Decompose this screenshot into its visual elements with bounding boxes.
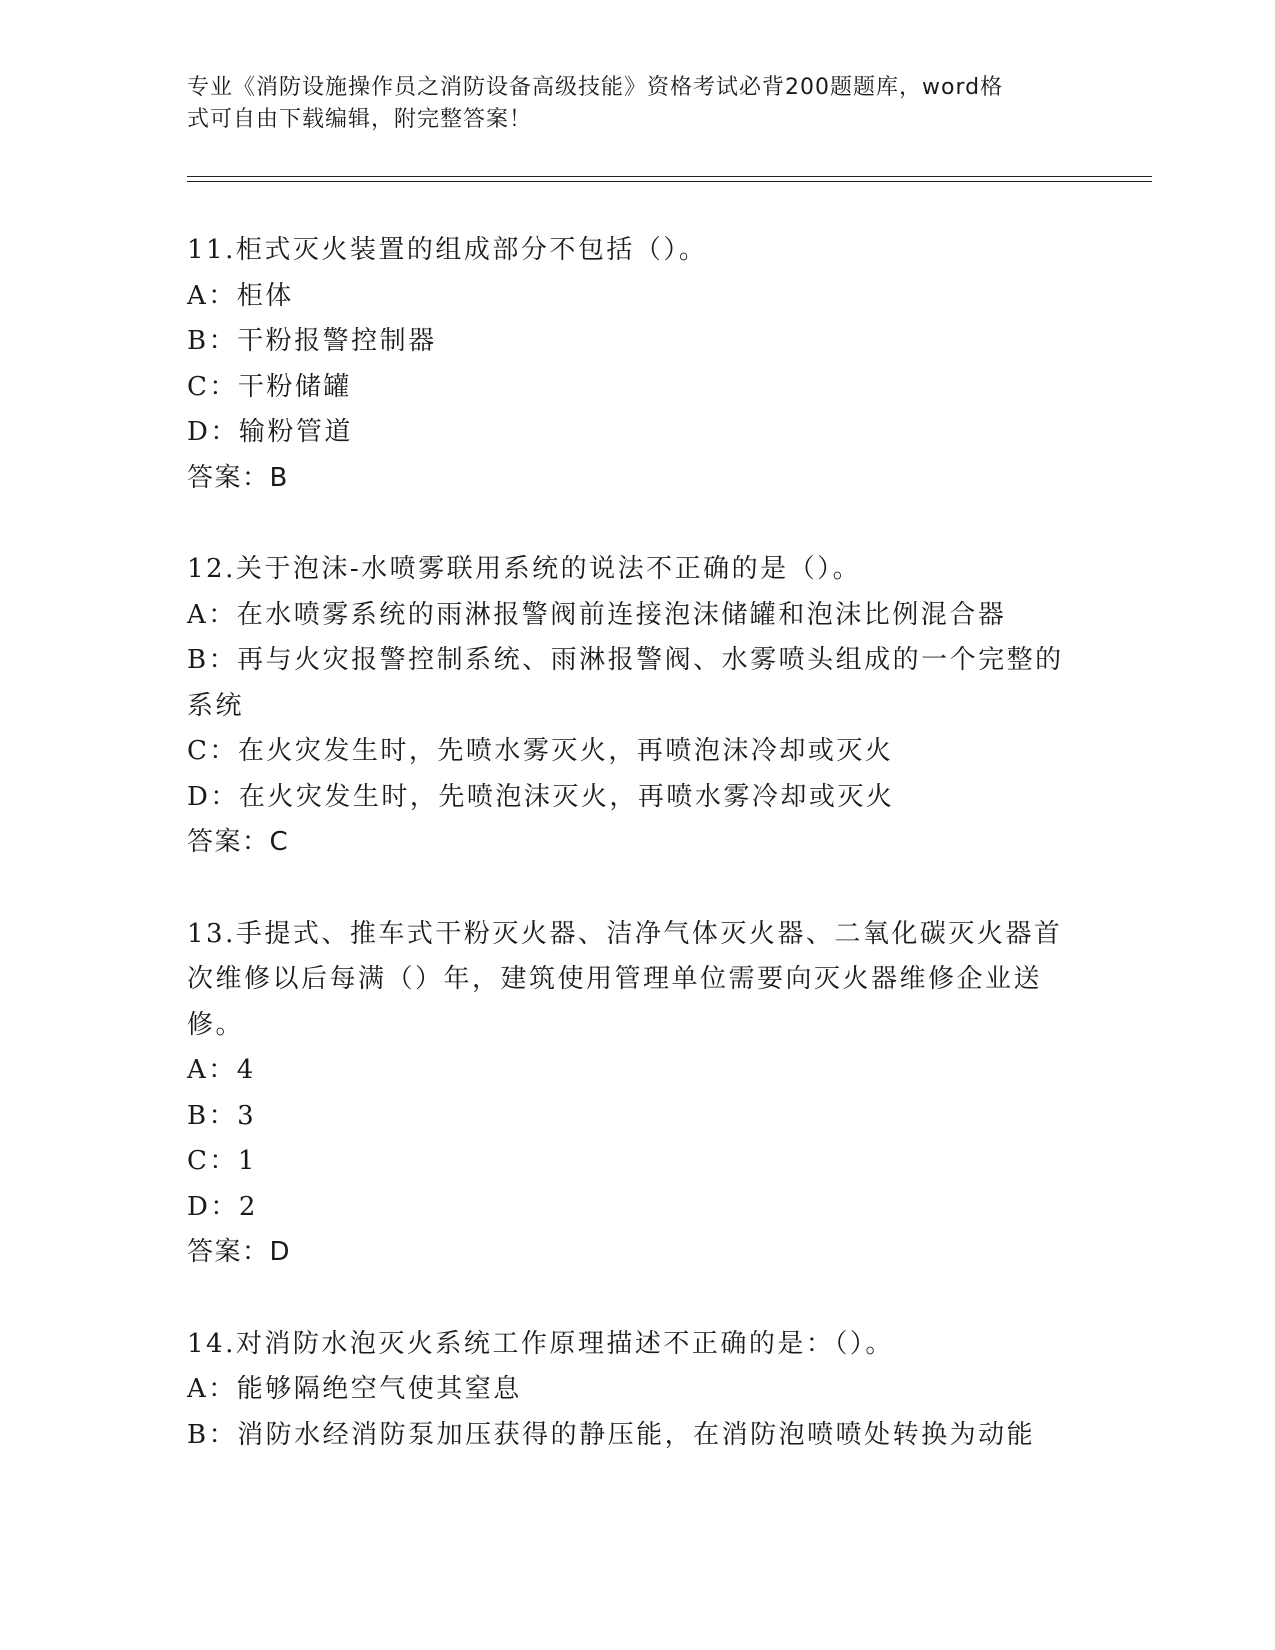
option-d: D：输粉管道 xyxy=(187,417,353,447)
answer-label: 答案：C xyxy=(187,827,290,857)
question-12 xyxy=(187,547,1087,866)
question-list xyxy=(187,228,1087,1504)
option-d: D：2 xyxy=(187,1191,258,1222)
option-b-continued: 系统 xyxy=(187,690,245,721)
document-header xyxy=(187,72,1067,136)
option-c: C：干粉储罐 xyxy=(187,371,352,402)
option-b: B：干粉报警控制器 xyxy=(187,326,437,356)
header-divider-top xyxy=(187,176,1152,177)
option-b: B：3 xyxy=(187,1100,257,1131)
option-a: A：柜体 xyxy=(187,280,294,311)
option-d: D：在火灾发生时，先喷泡沫灭火，再喷水雾冷却或灭火 xyxy=(187,781,895,812)
header-line-2: 式可自由下载编辑，附完整答案！ xyxy=(187,107,533,132)
option-b: B：再与火灾报警控制系统、雨淋报警阀、水雾喷头组成的一个完整的 xyxy=(187,645,1064,675)
question-stem-continued: 修。 xyxy=(187,1009,245,1040)
question-stem-continued: 次维修以后每满（）年，建筑使用管理单位需要向灭火器维修企业送 xyxy=(187,964,1043,994)
answer-label: 答案：B xyxy=(187,462,289,493)
question-13 xyxy=(187,912,1087,1276)
header-divider-bottom xyxy=(187,181,1152,182)
option-c: C：1 xyxy=(187,1146,257,1176)
option-c: C：在火灾发生时，先喷水雾灭火，再喷泡沫冷却或灭火 xyxy=(187,736,894,766)
question-stem: 12.关于泡沫-水喷雾联用系统的说法不正确的是（）。 xyxy=(187,554,862,584)
question-stem: 13.手提式、推车式干粉灭火器、洁净气体灭火器、二氧化碳灭火器首 xyxy=(187,918,1063,949)
header-line-1: 专业《消防设施操作员之消防设备高级技能》资格考试必背200题题库，word格 xyxy=(187,75,1004,100)
question-14 xyxy=(187,1322,1087,1459)
question-stem: 14.对消防水泡灭火系统工作原理描述不正确的是：（）。 xyxy=(187,1328,894,1359)
option-b: B：消防水经消防泵加压获得的静压能，在消防泡喷喷处转换为动能 xyxy=(187,1419,1036,1450)
option-a: A：4 xyxy=(187,1055,256,1085)
answer-label: 答案：D xyxy=(187,1237,292,1267)
option-a: A：能够隔绝空气使其窒息 xyxy=(187,1374,522,1404)
option-a: A：在水喷雾系统的雨淋报警阀前连接泡沫储罐和泡沫比例混合器 xyxy=(187,599,1007,630)
question-11 xyxy=(187,228,1087,501)
question-stem: 11.柜式灭火装置的组成部分不包括（）。 xyxy=(187,235,708,265)
